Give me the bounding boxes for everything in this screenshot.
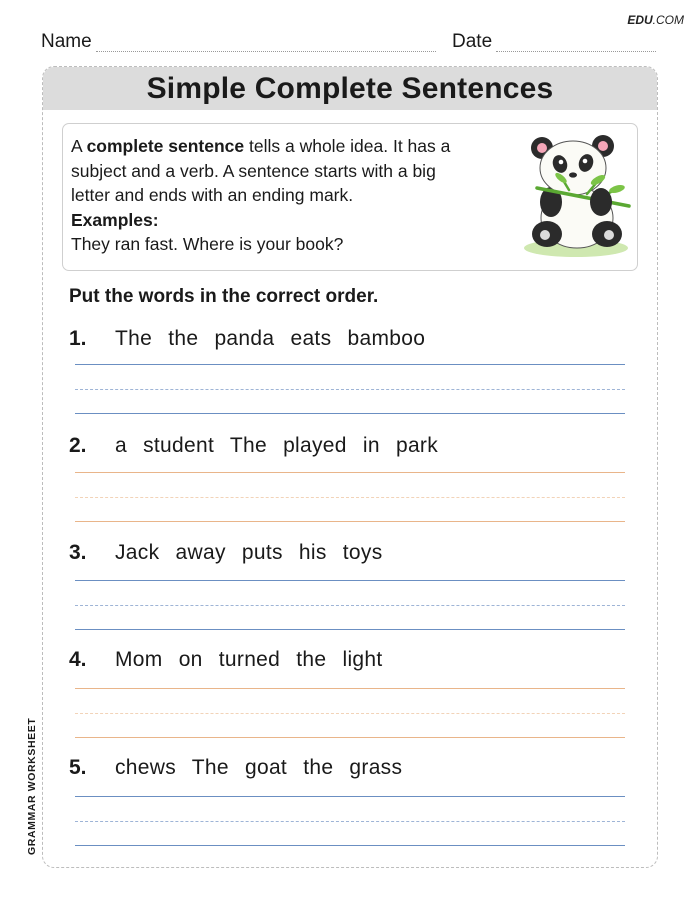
question-number: 2. <box>69 434 87 457</box>
answer-line-mid[interactable] <box>75 605 625 606</box>
answer-line-mid[interactable] <box>75 497 625 498</box>
intro-lead: A <box>71 136 87 156</box>
answer-line-bottom[interactable] <box>75 845 625 846</box>
question-number: 3. <box>69 541 87 564</box>
examples-text: They ran fast. Where is your book? <box>71 234 344 254</box>
intro-text <box>71 134 513 257</box>
question-number: 5. <box>69 756 87 779</box>
side-label: GRAMMAR WORKSHEET <box>26 717 38 855</box>
question-item <box>69 324 625 354</box>
question-item <box>69 431 625 461</box>
intro-box <box>62 123 638 271</box>
answer-line-top[interactable] <box>75 580 625 581</box>
page-title: Simple Complete Sentences <box>146 72 554 105</box>
question-item <box>69 538 625 568</box>
examples-label: Examples: <box>71 209 159 230</box>
question-item <box>69 753 625 783</box>
panda-icon <box>517 130 635 258</box>
title-bar <box>43 67 657 110</box>
answer-line-bottom[interactable] <box>75 737 625 738</box>
name-label: Name <box>41 31 92 52</box>
worksheet-panel <box>42 66 658 868</box>
scrambled-words: Jack away puts his toys <box>115 541 383 564</box>
answer-line-top[interactable] <box>75 688 625 689</box>
name-write-line[interactable] <box>96 51 436 52</box>
scrambled-words: The the panda eats bamboo <box>115 327 426 350</box>
scrambled-words: Mom on turned the light <box>115 648 383 671</box>
question-number: 4. <box>69 648 87 671</box>
brand-logo: EDU.COM <box>627 13 684 27</box>
date-label: Date <box>452 31 493 52</box>
scrambled-words: a student The played in park <box>115 434 439 457</box>
answer-line-top[interactable] <box>75 364 625 365</box>
answer-line-mid[interactable] <box>75 389 625 390</box>
answer-line-top[interactable] <box>75 472 625 473</box>
intro-line2: subject and a verb. A sentence starts with a big <box>71 160 436 181</box>
intro-line3: letter and ends with an ending mark. <box>71 185 354 205</box>
date-write-line[interactable] <box>496 51 656 52</box>
answer-line-mid[interactable] <box>75 713 625 714</box>
question-number: 1. <box>69 327 87 350</box>
intro-line1: tells a whole idea. It has a <box>244 136 451 156</box>
instruction: Put the words in the correct order. <box>69 286 379 307</box>
answer-line-top[interactable] <box>75 796 625 797</box>
answer-line-bottom[interactable] <box>75 629 625 630</box>
question-item <box>69 645 625 675</box>
intro-bold-term: complete sentence <box>86 136 245 156</box>
scrambled-words: chews The goat the grass <box>115 756 403 779</box>
answer-line-mid[interactable] <box>75 821 625 822</box>
answer-line-bottom[interactable] <box>75 413 625 414</box>
answer-line-bottom[interactable] <box>75 521 625 522</box>
